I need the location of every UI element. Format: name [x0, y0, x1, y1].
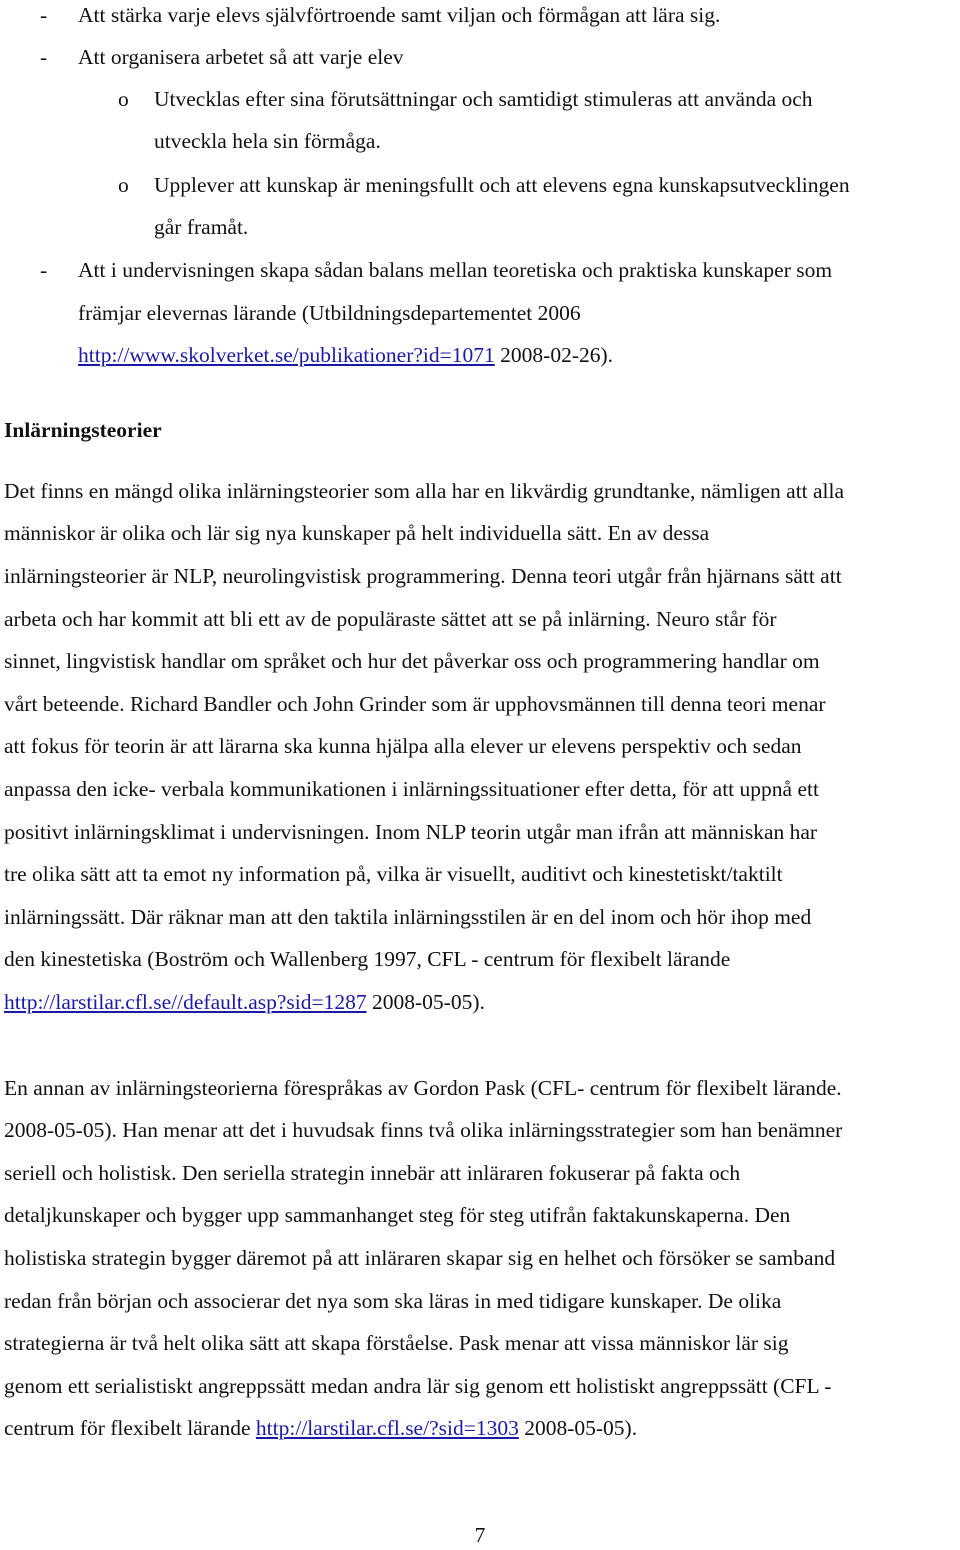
- bullet-text: Att organisera arbetet så att varje elev: [78, 45, 404, 69]
- paragraph-line: vårt beteende. Richard Bandler och John Grinder som är upphovsmännen till denna teori menar: [4, 692, 826, 716]
- sub-bullet-marker: o: [118, 87, 129, 111]
- paragraph-line: människor är olika och lär sig nya kunskaper på helt individuella sätt. En av dessa: [4, 521, 710, 545]
- bullet-dash: -: [40, 3, 48, 27]
- paragraph-line: En annan av inlärningsteorierna förespråkas av Gordon Pask (CFL- centrum för flexibelt lärande.: [4, 1076, 842, 1100]
- sub-bullet-marker: o: [118, 173, 129, 197]
- bullet-text: Att i undervisningen skapa sådan balans mellan teoretiska och praktiska kunskaper som: [78, 258, 833, 282]
- paragraph-line: sinnet, lingvistisk handlar om språket och hur det påverkar oss och programmering handlar om: [4, 649, 820, 673]
- paragraph-line: inlärningsteorier är NLP, neurolingvistisk programmering. Denna teori utgår från hjärnans sätt att: [4, 564, 842, 588]
- sub-bullet-text: Upplever att kunskap är meningsfullt och att elevens egna kunskapsutvecklingen: [154, 173, 850, 197]
- bullet-text: Att stärka varje elevs självförtroende samt viljan och förmågan att lära sig.: [78, 3, 721, 27]
- sub-bullet-text: Utvecklas efter sina förutsättningar och samtidigt stimuleras att använda och: [154, 87, 813, 111]
- paragraph-line: inlärningssätt. Där räknar man att den taktila inlärningsstilen är en del inom och hör ihop med: [4, 905, 812, 929]
- paragraph-line: holistiska strategin bygger däremot på att inläraren skapar sig en helhet och försöker se samband: [4, 1246, 836, 1270]
- skolverket-link[interactable]: http://www.skolverket.se/publikationer?id=1071: [78, 343, 495, 367]
- paragraph-line: anpassa den icke- verbala kommunikationen i inlärningssituationer efter detta, för att uppnå ett: [4, 777, 819, 801]
- larstilar-link-1287[interactable]: http://larstilar.cfl.se//default.asp?sid=1287: [4, 990, 367, 1014]
- sub-bullet-text: går framåt.: [154, 215, 249, 239]
- paragraph-line: att fokus för teorin är att lärarna ska kunna hjälpa alla elever ur elevens perspektiv och sedan: [4, 734, 802, 758]
- paragraph-line: redan från början och associerar det nya som ska läras in med tidigare kunskaper. De olika: [4, 1289, 782, 1313]
- bullet-text: främjar elevernas lärande (Utbildningsdepartementet 2006: [78, 301, 581, 325]
- page-number: 7: [474, 1523, 486, 1547]
- paragraph-line: den kinestetiska (Boström och Wallenberg 1997, CFL - centrum för flexibelt lärande: [4, 947, 731, 971]
- bullet-dash: -: [40, 258, 48, 282]
- bullet-citation-line: [78, 340, 613, 370]
- paragraph-line: positivt inlärningsklimat i undervisningen. Inom NLP teorin utgår man ifrån att människan har: [4, 820, 818, 844]
- paragraph-line: Det finns en mängd olika inlärningsteorier som alla har en likvärdig grundtanke, nämligen att alla: [4, 479, 845, 503]
- paragraph-citation-line: [4, 987, 485, 1017]
- citation-date: 2008-02-26).: [494, 343, 614, 367]
- citation-prefix: centrum för flexibelt lärande: [4, 1416, 256, 1440]
- paragraph-line: arbeta och har kommit att bli ett av de populäraste sättet att se på inlärning. Neuro står för: [4, 607, 777, 631]
- paragraph-line: 2008-05-05). Han menar att det i huvudsak finns två olika inlärningsstrategier som han benämner: [4, 1118, 843, 1142]
- paragraph-line: strategierna är två helt olika sätt att skapa förståelse. Pask menar att vissa människor lär sig: [4, 1331, 789, 1355]
- paragraph-line: seriell och holistisk. Den seriella strategin innebär att inläraren fokuserar på fakta och: [4, 1161, 741, 1185]
- citation-date: 2008-05-05).: [366, 990, 485, 1014]
- larstilar-link-1303[interactable]: http://larstilar.cfl.se/?sid=1303: [255, 1416, 519, 1440]
- paragraph-line: genom ett serialistiskt angreppssätt medan andra lär sig genom ett holistiskt angreppssätt (CFL -: [4, 1374, 832, 1398]
- sub-bullet-text: utveckla hela sin förmåga.: [154, 129, 381, 153]
- bullet-dash: -: [40, 45, 48, 69]
- paragraph-citation-line: [4, 1413, 637, 1443]
- paragraph-line: tre olika sätt att ta emot ny information på, vilka är visuellt, auditivt och kinestetiskt/taktilt: [4, 862, 783, 886]
- citation-date: 2008-05-05).: [518, 1416, 638, 1440]
- paragraph-line: detaljkunskaper och bygger upp sammanhanget steg för steg utifrån faktakunskaperna. Den: [4, 1203, 791, 1227]
- section-heading: Inlärningsteorier: [4, 418, 162, 442]
